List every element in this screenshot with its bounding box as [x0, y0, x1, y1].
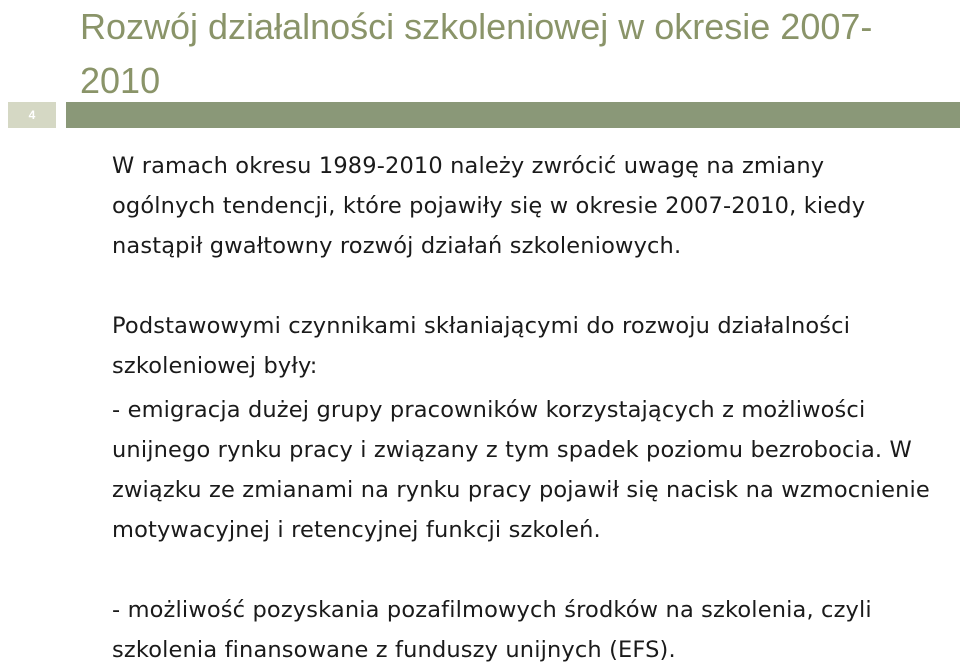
paragraph-factor-emigration: - emigracja dużej grupy pracowników korzystających z możliwości unijnego rynku pracy i związany z tym spadek poziomu bezrobocia. W związku ze zmianami na rynku pracy pojawił się nacisk na wzmocnienie motywacyjnej i retencyjnej funkcji szkoleń. — [112, 397, 930, 543]
slide-number: 4 — [8, 102, 56, 128]
paragraph-factors-heading: Podstawowymi czynnikami skłaniającymi do rozwoju działalności szkoleniowej były: — [112, 313, 851, 379]
slide-title: Rozwój działalności szkoleniowej w okresie 2007-2010 — [80, 6, 873, 101]
divider-bar — [66, 102, 960, 128]
paragraph-factor-funding: - możliwość pozyskania pozafilmowych środków na szkolenia, czyli szkolenia finansowane z funduszy unijnych (EFS). — [112, 597, 872, 663]
title-divider — [0, 102, 960, 128]
paragraph-intro: W ramach okresu 1989-2010 należy zwrócić uwagę na zmiany ogólnych tendencji, które pojawiły się w okresie 2007-2010, kiedy nastąpił gwałtowny rozwój działań szkoleniowych. — [112, 153, 866, 259]
